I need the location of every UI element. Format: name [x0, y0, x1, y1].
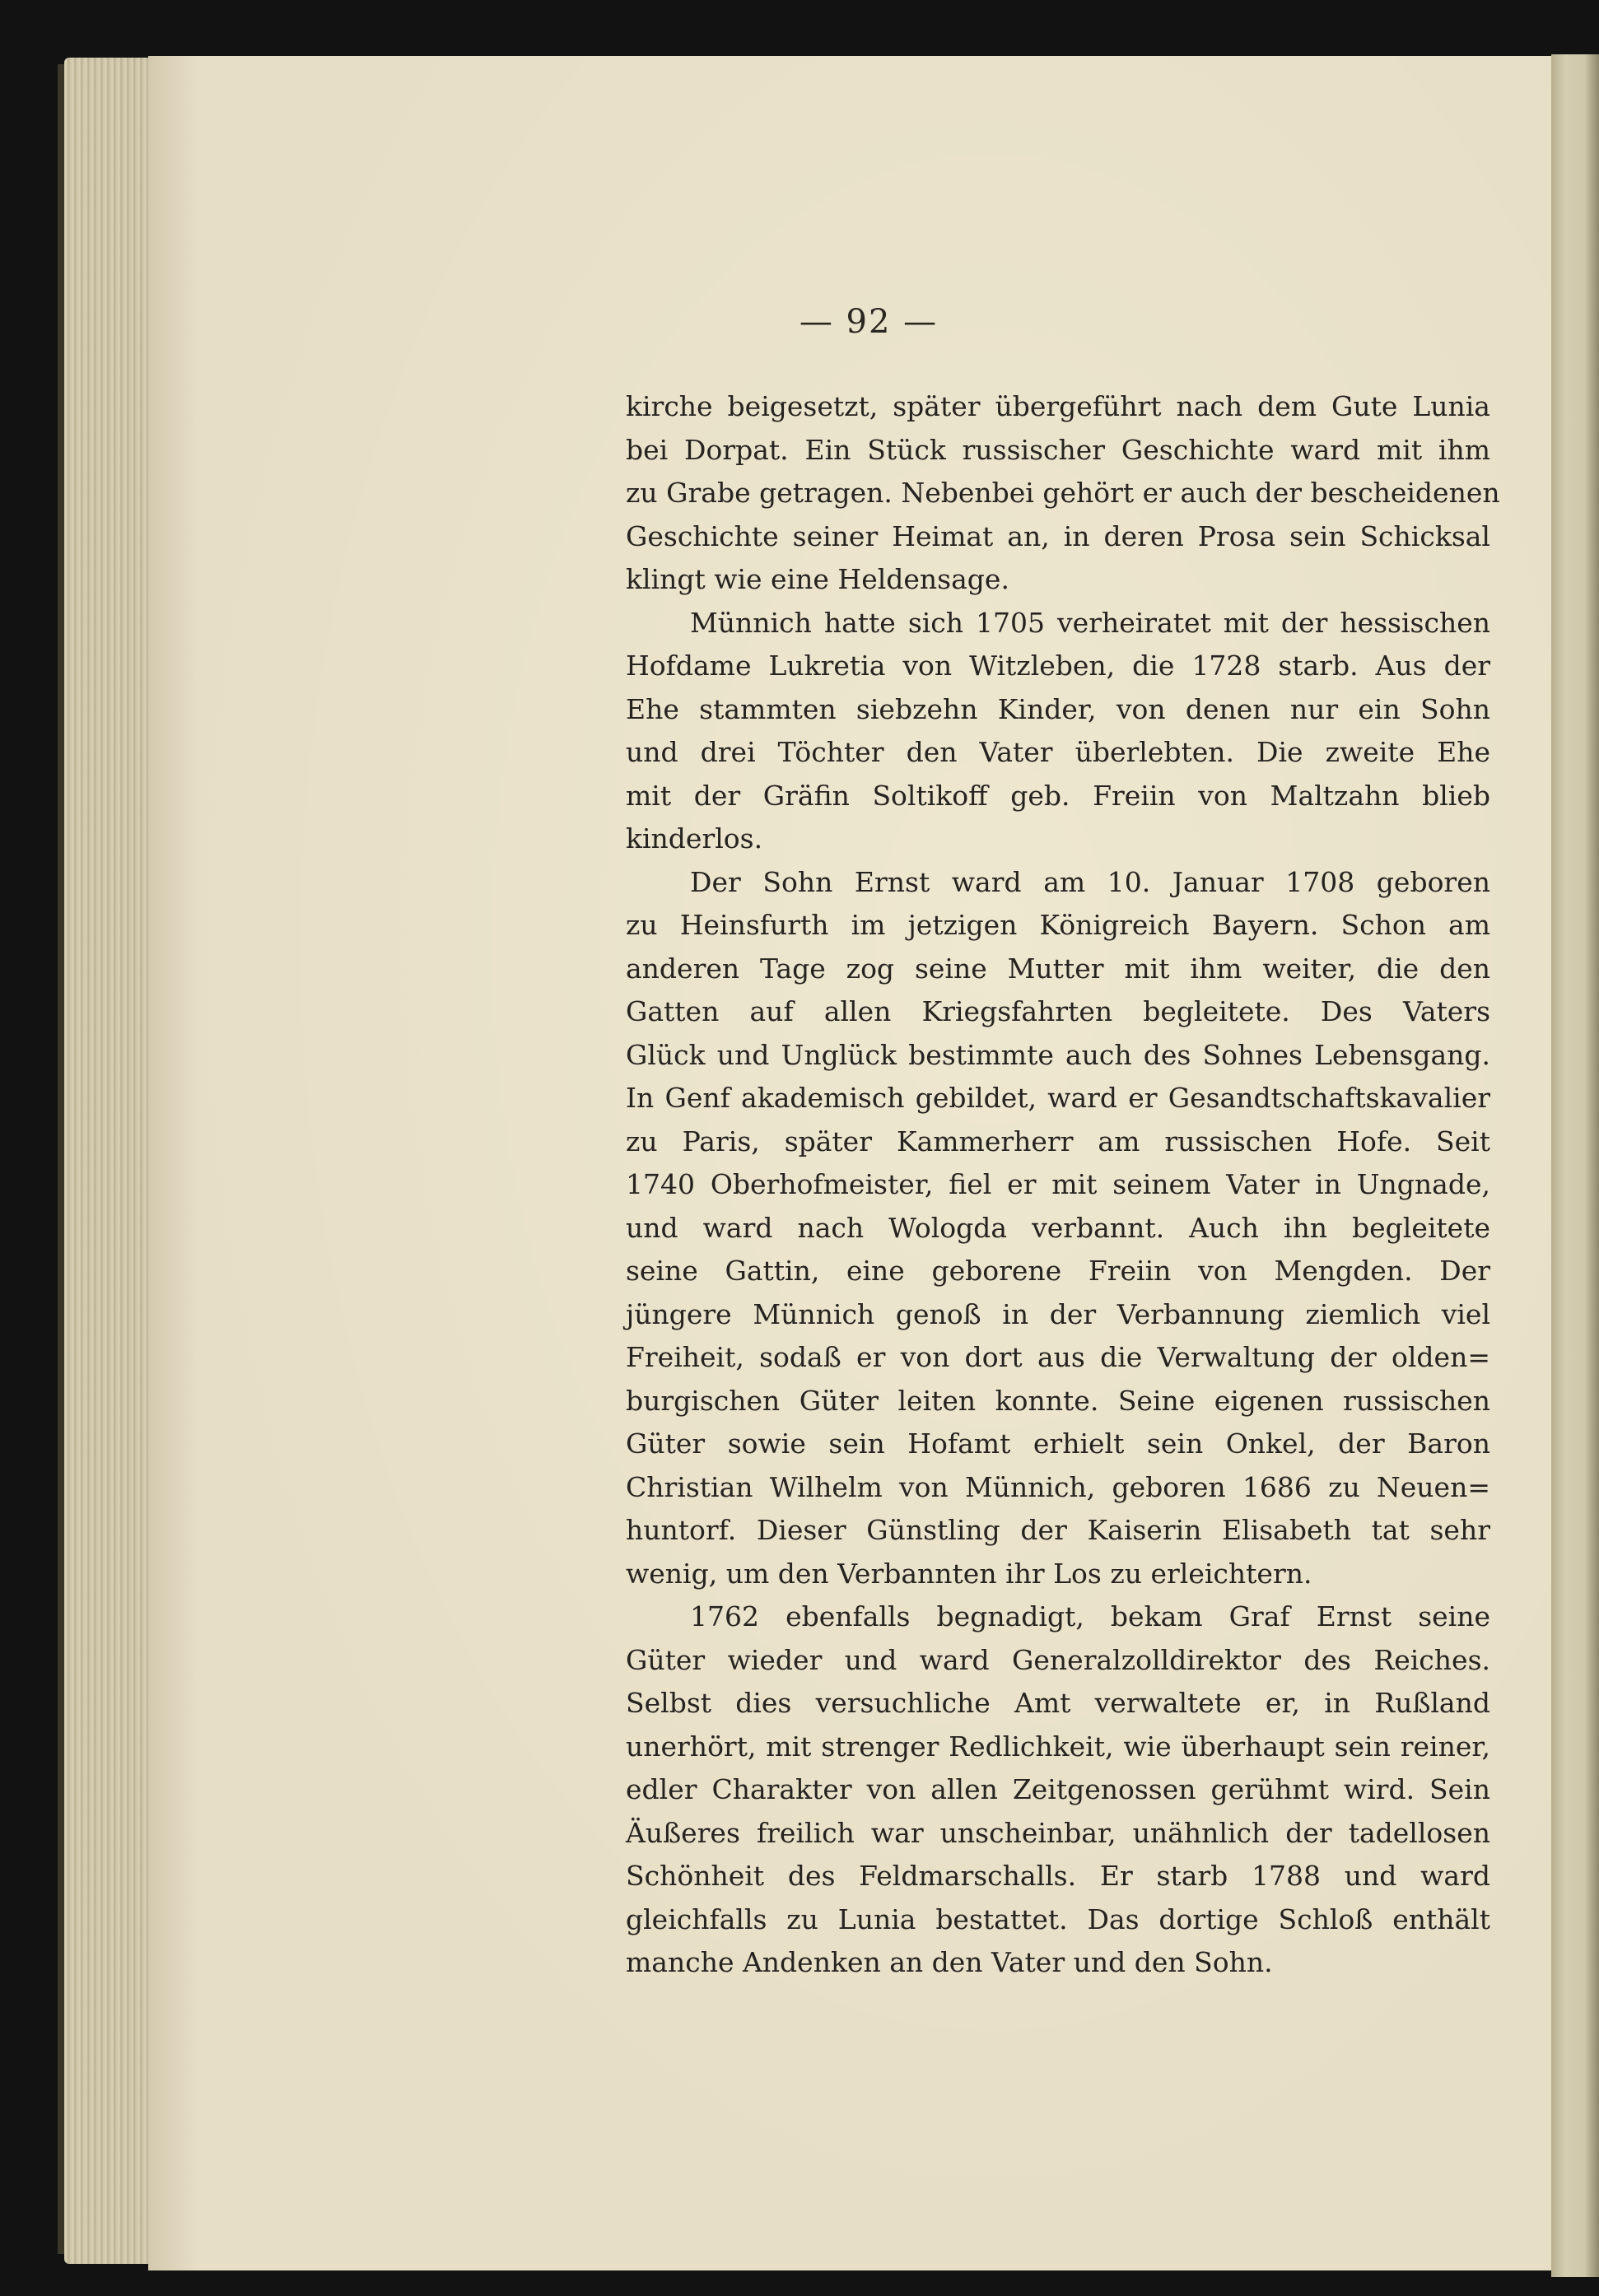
paragraph	[626, 385, 1500, 602]
paragraph	[626, 1595, 1490, 1985]
text-line: unerhört, mit strenger Redlichkeit, wie überhaupt sein reiner,	[626, 1730, 1490, 1763]
paragraph	[626, 861, 1490, 1596]
text-line: Ehe stammten siebzehn Kinder, von denen nur ein Sohn	[626, 692, 1490, 725]
book-page	[148, 56, 1555, 2270]
text-line: Christian Wilhelm von Münnich, geboren 1686 zu Neuen=	[626, 1470, 1490, 1503]
facing-page-edge	[1551, 54, 1599, 2277]
text-line: Freiheit, sodaß er von dort aus die Verwaltung der olden=	[626, 1341, 1490, 1373]
text-line: Geschichte seiner Heimat an, in deren Prosa sein Schicksal	[626, 519, 1490, 552]
text-line: seine Gattin, eine geborene Freiin von Mengden. Der	[626, 1255, 1490, 1287]
text-line: edler Charakter von allen Zeitgenossen gerühmt wird. Sein	[626, 1773, 1490, 1805]
text-line: Münnich hatte sich 1705 verheiratet mit der hessischen	[690, 606, 1490, 639]
paragraph	[626, 602, 1490, 861]
text-line: bei Dorpat. Ein Stück russischer Geschichte ward mit ihm	[626, 433, 1490, 466]
text-line: Schönheit des Feldmarschalls. Er starb 1788 und ward	[626, 1860, 1490, 1892]
text-line: Hofdame Lukretia von Witzleben, die 1728 starb. Aus der	[626, 650, 1490, 682]
text-line: zu Paris, später Kammerherr am russischen Hofe. Seit	[626, 1125, 1490, 1157]
text-line: jüngere Münnich genoß in der Verbannung ziemlich viel	[626, 1297, 1490, 1330]
text-line: Der Sohn Ernst ward am 10. Januar 1708 geboren	[690, 865, 1490, 898]
text-line: und drei Töchter den Vater überlebten. Die zweite Ehe	[626, 736, 1490, 768]
text-line: manche Andenken an den Vater und den Sohn.	[626, 1946, 1273, 1978]
text-line: burgischen Güter leiten konnte. Seine eigenen russischen	[626, 1384, 1490, 1417]
text-line: Güter wieder und ward Generalzolldirektor des Reiches.	[626, 1643, 1490, 1676]
text-line: Selbst dies versuchliche Amt verwaltete er, in Rußland	[626, 1687, 1490, 1719]
text-line: 1762 ebenfalls begnadigt, bekam Graf Ernst seine	[690, 1600, 1490, 1632]
text-line: Äußeres freilich war unscheinbar, unähnlich der tadellosen	[626, 1816, 1490, 1849]
text-line: In Genf akademisch gebildet, ward er Gesandtschaftskavalier	[626, 1082, 1490, 1114]
text-line: huntorf. Dieser Günstling der Kaiserin Elisabeth tat sehr	[626, 1514, 1490, 1546]
text-line: wenig, um den Verbannten ihr Los zu erleichtern.	[626, 1557, 1312, 1590]
text-line: und ward nach Wologda verbannt. Auch ihn begleitete	[626, 1211, 1490, 1244]
text-line: gleichfalls zu Lunia bestattet. Das dortige Schloß enthält	[626, 1902, 1490, 1935]
text-line: klingt wie eine Heldensage.	[626, 563, 1009, 595]
text-line: mit der Gräfin Soltikoff geb. Freiin von Maltzahn blieb	[626, 779, 1490, 812]
body-text	[626, 385, 1500, 1985]
text-line: zu Grabe getragen. Nebenbei gehört er auch der bescheidenen	[626, 477, 1500, 509]
text-line: Gatten auf allen Kriegsfahrten begleitete. Des Vaters	[626, 995, 1490, 1027]
text-line: anderen Tage zog seine Mutter mit ihm weiter, die den	[626, 952, 1490, 985]
text-line: 1740 Oberhofmeister, fiel er mit seinem Vater in Ungnade,	[626, 1168, 1490, 1200]
text-line: Glück und Unglück bestimmte auch des Sohnes Lebensgang.	[626, 1038, 1490, 1071]
page-number: — 92 —	[799, 303, 939, 341]
text-line: kirche beigesetzt, später übergeführt nach dem Gute Lunia	[626, 390, 1490, 422]
text-line: kinderlos.	[626, 822, 763, 855]
text-line: Güter sowie sein Hofamt erhielt sein Onkel, der Baron	[626, 1427, 1490, 1460]
text-line: zu Heinsfurth im jetzigen Königreich Bayern. Schon am	[626, 909, 1490, 941]
